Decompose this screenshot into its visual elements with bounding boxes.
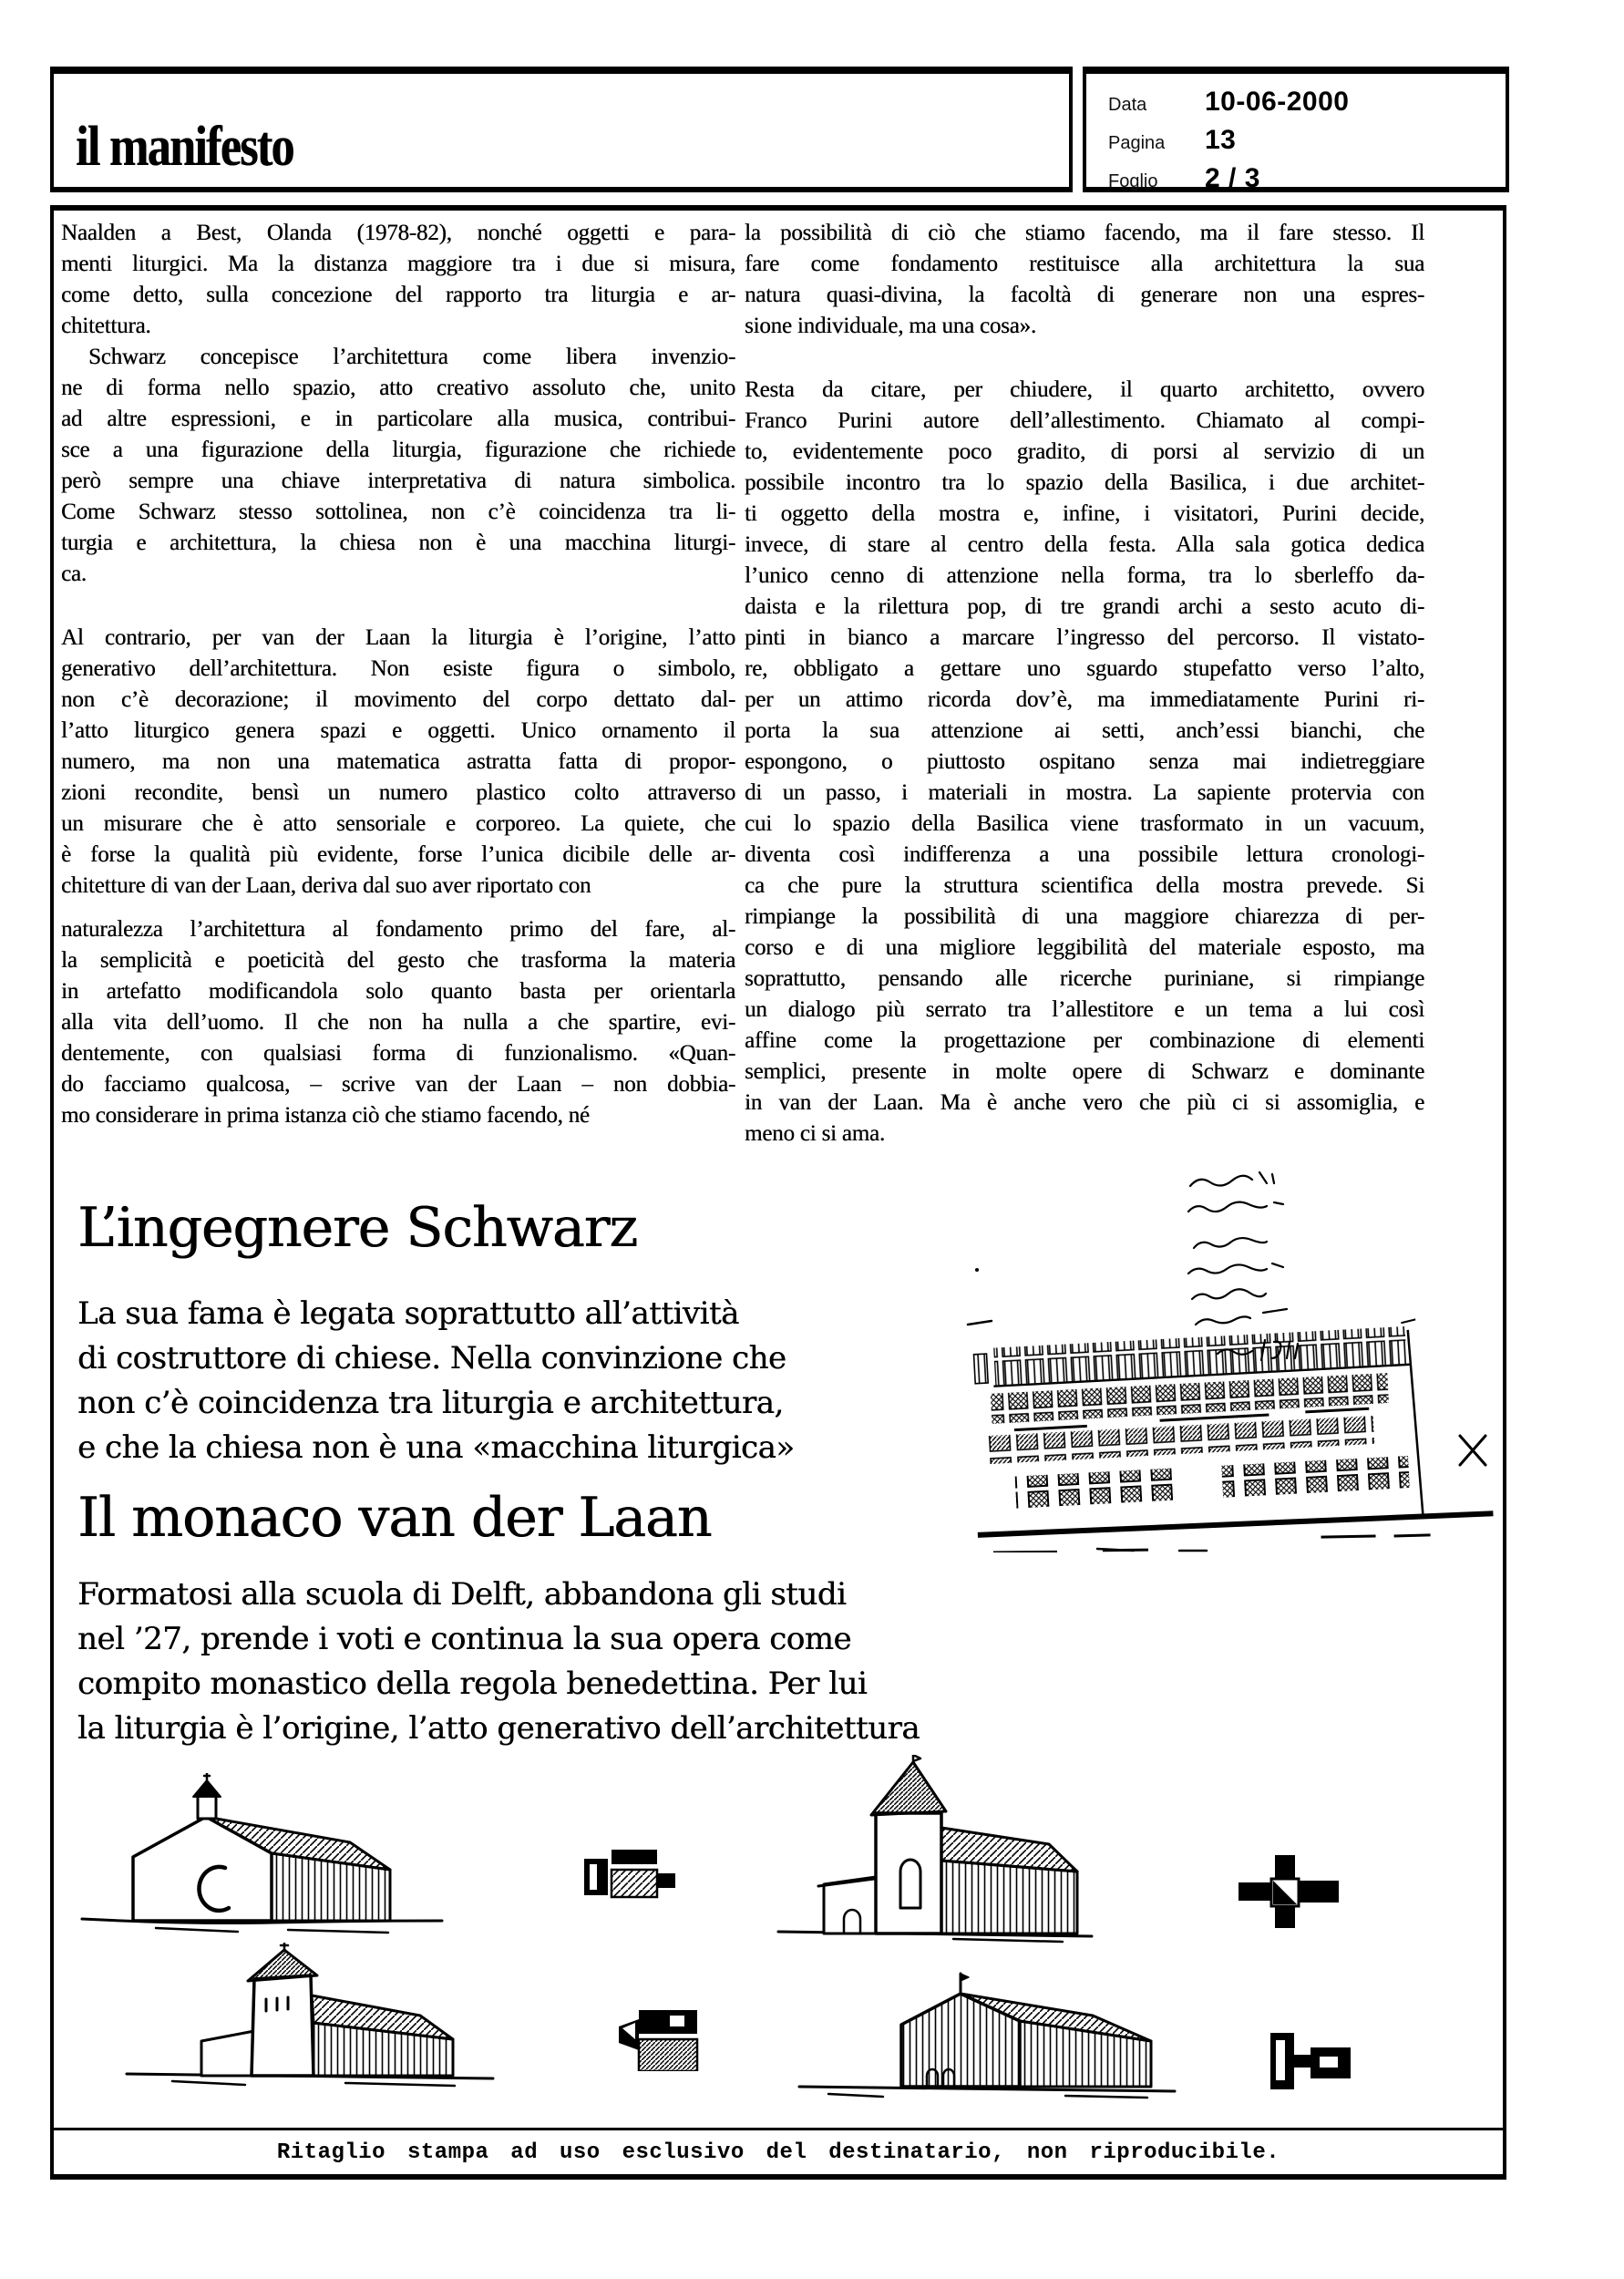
floor-plan-icon-3 — [619, 2010, 714, 2071]
text-line: chitettura. — [61, 314, 151, 338]
text-line: do facciamo qualcosa, – scrive van der Laan – non dobbia- — [61, 1072, 735, 1097]
text-line: meno ci si ama. — [745, 1121, 885, 1146]
date-value: 10-06-2000 — [1205, 87, 1350, 117]
text-line: non c’è coincidenza tra liturgia e architettura, — [77, 1385, 784, 1421]
text-line: sione individuale, ma una cosa». — [745, 314, 1036, 338]
text-line: l’unico cenno di attenzione nella forma, tra lo sberleffo da- — [745, 563, 1424, 588]
sheet-value: 2 / 3 — [1205, 163, 1260, 193]
text-line: ca. — [61, 562, 87, 586]
text-line: possibile incontro tra lo spazio della Basilica, i due architet- — [745, 470, 1424, 495]
paragraph — [61, 218, 735, 342]
church-spired-tower-drawing — [771, 1755, 1099, 1946]
floor-plan-icon-4 — [1270, 2033, 1370, 2089]
text-line: in artefatto modificandola solo quanto basta per orientarla — [61, 979, 735, 1004]
text-line: corso e di una migliore leggibilità del materiale esposto, ma — [745, 935, 1424, 960]
paragraph — [61, 342, 735, 590]
colonnade-elevation — [968, 1316, 1495, 1552]
text-line: to, evidentemente poco gradito, di porsi al servizio di un — [745, 439, 1424, 464]
info-row-date — [1108, 87, 1506, 118]
text-line: e che la chiesa non è una «macchina liturgica» — [77, 1429, 795, 1466]
text-line: re, obbligato a gettare uno sguardo stupefatto verso l’alto, — [745, 656, 1424, 681]
text-line: Come Schwarz stesso sottolinea, non c’è coincidenza tra li- — [61, 500, 735, 524]
text-line: mo considerare in prima istanza ciò che stiamo facendo, né — [61, 1103, 590, 1128]
text-line: non c’è decorazione; il movimento del corpo dettato dal- — [61, 687, 735, 712]
date-label: Data — [1108, 95, 1147, 115]
text-line: Naalden a Best, Olanda (1978-82), nonché oggetti e para- — [61, 221, 735, 245]
church-sketch-4 — [792, 1961, 1186, 2102]
paragraph — [745, 375, 1424, 1150]
deck-vanderlaan — [77, 1573, 920, 1751]
article-column-left — [61, 218, 735, 1150]
text-line: la liturgia è l’origine, l’atto generativo dell’architettura — [77, 1710, 920, 1747]
text-line: pinti in bianco a marcare l’ingresso del percorso. Il vistato- — [745, 625, 1424, 650]
paragraph — [61, 623, 735, 902]
text-line: un misurare che è atto sensoriale e corporeo. La quiete, che — [61, 811, 735, 836]
text-line: Resta da citare, per chiudere, il quarto architetto, ovvero — [745, 377, 1424, 402]
floor-plan-3-drawing — [619, 2010, 714, 2071]
text-line: Schwarz concepisce l’architettura come libera invenzio- — [88, 345, 735, 369]
text-line: l’atto liturgico genera spazi e oggetti. Unico ornamento il — [61, 718, 735, 743]
text-line: affine come la progettazione per combinazione di elementi — [745, 1028, 1424, 1053]
church-sketch-2 — [771, 1755, 1099, 1946]
exhibition-sketch — [961, 1160, 1512, 1552]
headline-vanderlaan: Il monaco van der Laan — [77, 1486, 712, 1550]
page-value: 13 — [1205, 125, 1237, 155]
headline-schwarz: L’ingegnere Schwarz — [77, 1196, 637, 1260]
text-line: ti oggetto della mostra e, infine, i visitatori, Purini decide, — [745, 501, 1424, 526]
text-line: naturalezza l’architettura al fondamento primo del fare, al- — [61, 917, 735, 942]
exhibition-sketch-drawing — [961, 1160, 1512, 1552]
church-barn-drawing — [792, 1961, 1186, 2102]
text-line: la semplicità e poeticità del gesto che trasforma la materia — [61, 948, 735, 973]
paragraph — [745, 218, 1424, 342]
church-sketch-1 — [69, 1773, 457, 1942]
x-mark — [1460, 1436, 1485, 1465]
text-line: fare come fondamento restituisce alla architettura la sua — [745, 252, 1424, 276]
article-columns — [61, 218, 1424, 1150]
text-line: daista e la rilettura pop, di tre grandi archi a sesto acuto di- — [745, 594, 1424, 619]
text-line: porta la sua attenzione ai setti, anch’essi bianchi, che — [745, 718, 1424, 743]
masthead-logo-box — [50, 67, 1073, 192]
clipping-info-box — [1083, 67, 1509, 192]
info-row-page — [1108, 125, 1506, 156]
page-label: Pagina — [1108, 133, 1166, 153]
text-line: ca che pure la struttura scientifica della mostra prevede. Si — [745, 873, 1424, 898]
text-line: però sempre una chiave interpretativa di natura simbolica. — [61, 469, 735, 493]
text-line: sce a una figurazione della liturgia, figurazione che richiede — [61, 438, 735, 462]
sheet-label: Foglio — [1108, 171, 1158, 191]
text-line: chitetture di van der Laan, deriva dal suo aver riportato con — [61, 873, 591, 898]
text-line: natura quasi-divina, la facoltà di generare non una espres- — [745, 283, 1424, 307]
newspaper-logo: il manifesto — [76, 116, 293, 178]
floor-plan-2-drawing — [1239, 1855, 1339, 1928]
text-line: alla vita dell’uomo. Il che non ha nulla a che spartire, evi- — [61, 1010, 735, 1035]
floor-plan-icon-1 — [584, 1846, 677, 1907]
paragraph — [61, 914, 735, 1131]
text-line: nel ’27, prende i voti e continua la sua opera come — [77, 1621, 852, 1657]
church-bell-gable-drawing — [69, 1773, 457, 1942]
text-line: invece, di stare al centro della festa. Alla sala gotica dedica — [745, 532, 1424, 557]
article-column-right — [745, 218, 1424, 1150]
text-line: per un attimo ricorda dov’è, ma immediatamente Purini ri- — [745, 687, 1424, 712]
text-line: compito monastico della regola benedettina. Per lui — [77, 1665, 868, 1702]
handwriting-annotation — [1188, 1172, 1298, 1360]
text-line: Franco Purini autore dell’allestimento. Chiamato al compi- — [745, 408, 1424, 433]
text-line: espongono, o piuttosto ospitano senza mai indietreggiare — [745, 749, 1424, 774]
text-line: turgia e architettura, la chiesa non è una macchina liturgi- — [61, 531, 735, 555]
text-line: numero, ma non una matematica astratta fatta di propor- — [61, 749, 735, 774]
text-line: La sua fama è legata soprattutto all’attività — [77, 1295, 739, 1332]
text-line: come detto, sulla concezione del rapporto tra liturgia e ar- — [61, 283, 735, 307]
text-line: la possibilità di ciò che stiamo facendo, ma il fare stesso. Il — [745, 221, 1424, 245]
text-line: rimpiange la possibilità di una maggiore chiarezza di per- — [745, 904, 1424, 929]
text-line: Al contrario, per van der Laan la liturgia è l’origine, l’atto — [61, 625, 735, 650]
text-line: semplici, presente in molte opere di Schwarz e dominante — [745, 1059, 1424, 1084]
floor-plan-4-drawing — [1270, 2033, 1370, 2089]
text-line: menti liturgici. Ma la distanza maggiore tra i due si misura, — [61, 252, 735, 276]
text-line: è forse la qualità più evidente, forse l’unica dicibile delle ar- — [61, 842, 735, 867]
text-line: generativo dell’architettura. Non esiste figura o simbolo, — [61, 656, 735, 681]
footer-strip — [54, 2128, 1503, 2174]
text-line: zioni recondite, bensì un numero plastico colto attraverso — [61, 780, 735, 805]
floor-plan-icon-2 — [1239, 1855, 1339, 1928]
text-line: ad altre espressioni, e in particolare alla musica, contribui- — [61, 407, 735, 431]
text-line: in van der Laan. Ma è anche vero che più ci si assomiglia, e — [745, 1090, 1424, 1115]
text-line: Formatosi alla scuola di Delft, abbandona gli studi — [77, 1576, 847, 1613]
deck-schwarz — [77, 1292, 795, 1470]
text-line: diventa così indifferenza a una possibile lettura cronologi- — [745, 842, 1424, 867]
text-line: dentemente, con qualsiasi forma di funzionalismo. «Quan- — [61, 1041, 735, 1066]
text-line: ne di forma nello spazio, atto creativo assoluto che, unito — [61, 376, 735, 400]
footer-disclaimer: Ritaglio stampa ad uso esclusivo del destinatario, non riproducibile. — [276, 2140, 1280, 2165]
church-sketch-3 — [118, 1943, 504, 2088]
church-pyramid-tower-drawing — [118, 1943, 504, 2088]
text-line: di un passo, i materiali in mostra. La sapiente protervia con — [745, 780, 1424, 805]
info-row-sheet — [1108, 163, 1506, 194]
text-line: cui lo spazio della Basilica viene trasformato in un vacuum, — [745, 811, 1424, 836]
text-line: di costruttore di chiese. Nella convinzione che — [77, 1340, 786, 1377]
floor-plan-1-drawing — [584, 1846, 677, 1907]
text-line: un dialogo più serrato tra l’allestitore e un tema a lui così — [745, 997, 1424, 1022]
text-line: soprattutto, pensando alle ricerche puriniane, si rimpiange — [745, 966, 1424, 991]
article-box — [50, 205, 1506, 2180]
